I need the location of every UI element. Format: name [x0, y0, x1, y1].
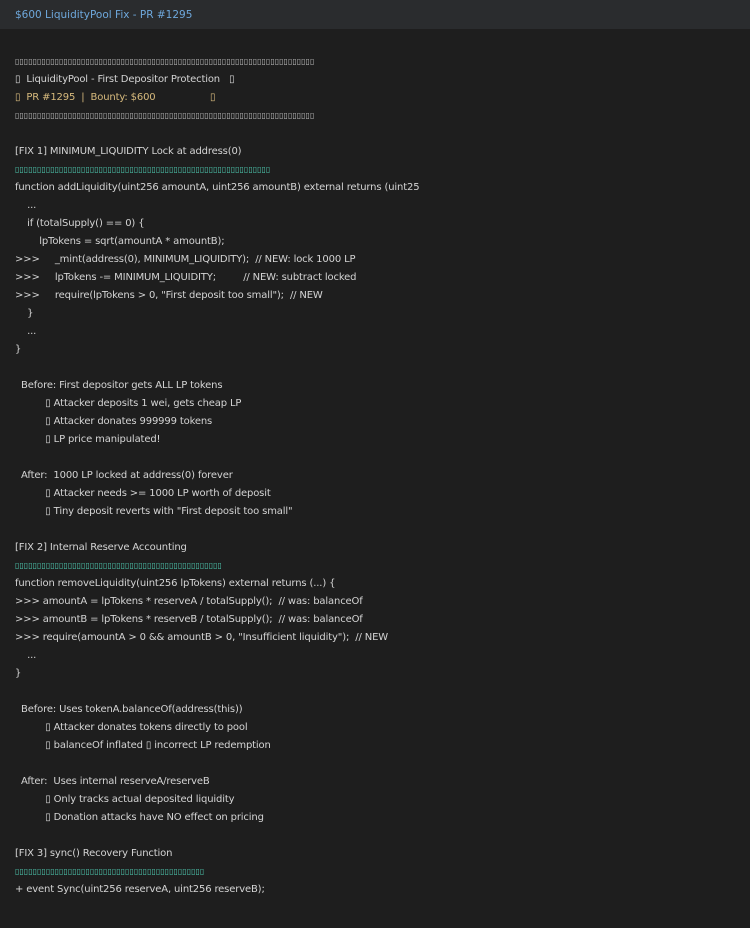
terminal-line: After: Uses internal reserveA/reserveB	[15, 776, 210, 787]
terminal-line: ▯ Attacker deposits 1 wei, gets cheap LP	[15, 398, 242, 409]
terminal-line: }	[15, 308, 34, 319]
terminal-line: ▯ Only tracks actual deposited liquidity	[15, 794, 235, 805]
terminal-line: function addLiquidity(uint256 amountA, uint256 amountB) external returns (uint25	[15, 182, 420, 193]
terminal-line: [FIX 1] MINIMUM_LIQUIDITY Lock at address(0)	[15, 146, 242, 157]
terminal-line: ▯▯▯▯▯▯▯▯▯▯▯▯▯▯▯▯▯▯▯▯▯▯▯▯▯▯▯▯▯▯▯▯▯▯▯▯▯▯▯▯▯▯▯▯▯▯▯	[15, 561, 222, 570]
terminal-line: ...	[15, 200, 37, 211]
window-titlebar	[0, 0, 750, 29]
terminal-line: ▯ Tiny deposit reverts with "First deposit too small"	[15, 506, 293, 517]
terminal-line: }	[15, 344, 22, 355]
terminal-line: ▯ LP price manipulated!	[15, 434, 161, 445]
terminal-line: >>> amountA = lpTokens * reserveA / totalSupply(); // was: balanceOf	[15, 596, 363, 607]
terminal-line: + event Sync(uint256 reserveA, uint256 reserveB);	[15, 884, 265, 895]
terminal-line: ▯ Donation attacks have NO effect on pricing	[15, 812, 264, 823]
terminal-line: >>> _mint(address(0), MINIMUM_LIQUIDITY); // NEW: lock 1000 LP	[15, 254, 356, 265]
terminal-line: Before: First depositor gets ALL LP tokens	[15, 380, 223, 391]
terminal-line: >>> require(lpTokens > 0, "First deposit too small"); // NEW	[15, 290, 323, 301]
terminal-line: >>> lpTokens -= MINIMUM_LIQUIDITY; // NEW: subtract locked	[15, 272, 357, 283]
terminal-line: if (totalSupply() == 0) {	[15, 218, 145, 229]
terminal-line: Before: Uses tokenA.balanceOf(address(this))	[15, 704, 243, 715]
terminal-line: ▯ LiquidityPool - First Depositor Protection ▯	[15, 74, 235, 85]
terminal-line: ...	[15, 326, 37, 337]
terminal-line: ▯▯▯▯▯▯▯▯▯▯▯▯▯▯▯▯▯▯▯▯▯▯▯▯▯▯▯▯▯▯▯▯▯▯▯▯▯▯▯▯▯▯▯▯▯▯▯▯▯▯▯▯▯▯▯▯▯▯▯▯▯▯▯▯▯▯▯▯	[15, 111, 315, 120]
terminal-line: ▯▯▯▯▯▯▯▯▯▯▯▯▯▯▯▯▯▯▯▯▯▯▯▯▯▯▯▯▯▯▯▯▯▯▯▯▯▯▯▯▯▯▯▯▯▯▯▯▯▯▯▯▯▯▯▯▯▯	[15, 165, 271, 174]
terminal-line: [FIX 3] sync() Recovery Function	[15, 848, 173, 859]
terminal-line: ▯ Attacker donates tokens directly to pool	[15, 722, 248, 733]
terminal-line: ...	[15, 650, 37, 661]
terminal-line: function removeLiquidity(uint256 lpTokens) external returns (...) {	[15, 578, 336, 589]
window-title: $600 LiquidityPool Fix - PR #1295	[15, 8, 193, 21]
terminal-line: [FIX 2] Internal Reserve Accounting	[15, 542, 187, 553]
terminal-line: >>> amountB = lpTokens * reserveB / totalSupply(); // was: balanceOf	[15, 614, 363, 625]
terminal-line: ▯ Attacker needs >= 1000 LP worth of deposit	[15, 488, 271, 499]
terminal-line: >>> require(amountA > 0 && amountB > 0, "Insufficient liquidity"); // NEW	[15, 632, 388, 643]
terminal-line: ▯ balanceOf inflated ▯ incorrect LP redemption	[15, 740, 271, 751]
terminal-line: ▯ Attacker donates 999999 tokens	[15, 416, 213, 427]
terminal-line: ▯▯▯▯▯▯▯▯▯▯▯▯▯▯▯▯▯▯▯▯▯▯▯▯▯▯▯▯▯▯▯▯▯▯▯▯▯▯▯▯▯▯▯▯▯▯▯▯▯▯▯▯▯▯▯▯▯▯▯▯▯▯▯▯▯▯▯▯	[15, 57, 315, 66]
terminal-line: }	[15, 668, 22, 679]
terminal-line: lpTokens = sqrt(amountA * amountB);	[15, 236, 225, 247]
terminal-line: ▯ PR #1295 | Bounty: $600 ▯	[15, 92, 216, 103]
terminal-line: After: 1000 LP locked at address(0) forever	[15, 470, 233, 481]
terminal-line: ▯▯▯▯▯▯▯▯▯▯▯▯▯▯▯▯▯▯▯▯▯▯▯▯▯▯▯▯▯▯▯▯▯▯▯▯▯▯▯▯▯▯▯	[15, 867, 205, 876]
